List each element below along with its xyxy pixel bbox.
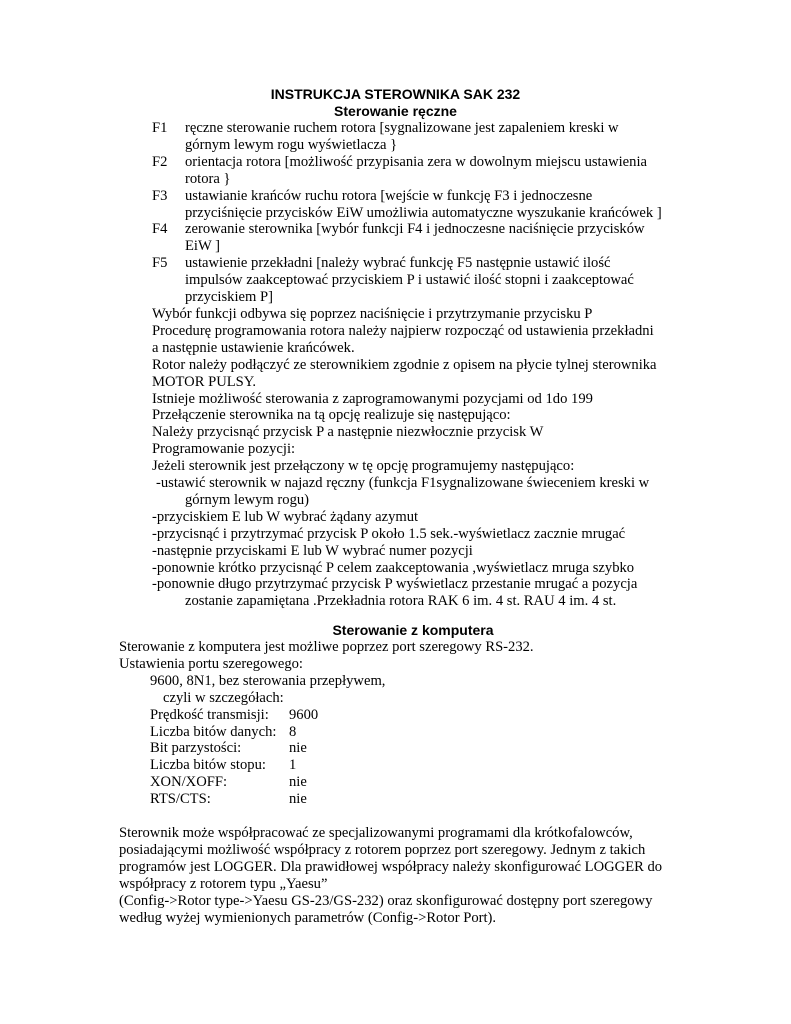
manual-paragraph-line: Istnieje możliwość sterowania z zaprogramowanymi pozycjami od 1do 199 [152,390,593,407]
function-description: orientacja rotora [możliwość przypisania zera w dowolnym miejscu ustawienia [185,153,647,170]
function-description: EiW ] [185,238,220,255]
port-setting-value: nie [289,791,307,808]
closing-line: (Config->Rotor type->Yaesu GS-23/GS-232) oraz skonfigurować dostępny port szeregowy [119,892,653,909]
function-description: ręczne sterowanie ruchem rotora [sygnalizowane jest zapaleniem kreski w [185,120,619,136]
port-setting-value: 9600 [289,706,319,723]
manual-paragraph-line: Rotor należy podłączyć ze sterownikiem zgodnie z opisem na płycie tylnej sterownika [152,356,657,373]
port-setting-label: RTS/CTS: [150,791,211,808]
step-line: -ponownie długo przytrzymać przycisk P wyświetlacz przestanie mrugać a pozycja [152,576,638,593]
computer-section [119,639,719,808]
port-setting-label: XON/XOFF: [150,774,228,791]
manual-paragraph-line: Wybór funkcji odbywa się poprzez naciśnięcie i przytrzymanie przycisku P [152,305,593,322]
function-key: F3 [152,187,168,204]
function-description: zerowanie sterownika [wybór funkcji F4 i jednoczesne naciśnięcie przycisków [185,221,645,238]
port-setting-value: nie [289,774,307,791]
function-item-f2 [152,154,672,188]
port-setting-value: nie [289,740,307,757]
function-key: F2 [152,153,168,170]
step-line: -następnie przyciskami E lub W wybrać numer pozycji [152,542,473,559]
function-item-f4 [152,221,672,255]
closing-paragraph [119,825,719,926]
computer-intro: Sterowanie z komputera jest możliwe poprzez port szeregowy RS-232. [119,639,534,655]
port-setting-label: Liczba bitów stopu: [150,757,266,774]
function-description: rotora } [185,170,231,187]
port-setting-value: 8 [289,723,297,740]
document-title: INSTRUKCJA STEROWNIKA SAK 232 [270,86,521,102]
manual-paragraph-line: Przełączenie sterownika na tą opcję realizuje się następująco: [152,407,511,424]
step-line: -ponownie krótko przycisnąć P celem zaakceptowania ,wyświetlacz mruga szybko [152,559,635,576]
port-setting-label: Liczba bitów danych: [150,723,277,740]
function-item-f3 [152,188,672,222]
closing-line: współpracy z rotorem typu „Yaesu” [119,875,328,892]
manual-paragraph-line: Programowanie pozycji: [152,441,296,458]
manual-paragraph-line: Jeżeli sterownik jest przełączony w tę opcję programujemy następująco: [152,458,575,475]
manual-paragraph-line: MOTOR PULSY. [152,373,257,390]
port-setting-row [119,791,719,808]
step-line: -ustawić sterownik w najazd ręczny (funkcja F1sygnalizowane świeceniem kreski w [156,475,650,492]
closing-line: programów jest LOGGER. Dla prawidłowej współpracy należy skonfigurować LOGGER do [119,858,663,875]
port-settings-title: Ustawienia portu szeregowego: [119,655,303,672]
port-setting-label: Prędkość transmisji: [150,706,269,723]
closing-line: według wyżej wymienionych parametrów (Config->Rotor Port). [119,909,497,926]
step-line: -przyciskiem E lub W wybrać żądany azymut [152,508,419,525]
section-heading-computer: Sterowanie z komputera [332,622,494,638]
function-description: przyciskiem P] [185,289,273,306]
port-summary: 9600, 8N1, bez sterowania przepływem, [150,672,386,689]
port-setting-row [119,740,719,757]
function-item-f5 [152,255,672,306]
closing-line: Sterownik może współpracować ze specjalizowanymi programami dla krótkofalowców, [119,825,633,841]
step-line: górnym lewym rogu) [185,491,310,508]
port-setting-label: Bit parzystości: [150,740,242,757]
manual-paragraph-line: Procedurę programowania rotora należy najpierw rozpocząć od ustawienia przekładni [152,322,654,339]
function-key: F1 [152,120,168,136]
section-heading-manual: Sterowanie ręczne [334,103,457,119]
function-key: F4 [152,221,168,238]
port-setting-row [119,724,719,741]
manual-paragraph-line: Należy przycisnąć przycisk P a następnie niezwłocznie przycisk W [152,424,544,441]
function-description: ustawienie przekładni [należy wybrać funkcję F5 następnie ustawić ilość [185,255,611,272]
function-key: F5 [152,255,168,272]
function-description: górnym lewym rogu wyświetlacza } [185,136,398,153]
function-description: przyciśnięcie przycisków EiW umożliwia automatyczne wyszukanie krańcówek ] [185,204,662,221]
closing-line: posiadającymi możliwość współpracy z rotorem poprzez port szeregowy. Jednym z takich [119,841,646,858]
manual-paragraph-line: a następnie ustawienie krańcówek. [152,339,355,356]
port-setting-value: 1 [289,757,297,774]
manual-section [152,120,672,610]
port-setting-row [119,774,719,791]
function-description: impulsów zaakceptować przyciskiem P i ustawić ilość stopni i zaakceptować [185,272,634,289]
port-detail: czyli w szczegółach: [163,689,284,706]
port-setting-row [119,707,719,724]
port-setting-row [119,757,719,774]
function-description: ustawianie krańców ruchu rotora [wejście w funkcję F3 i jednoczesne [185,187,593,204]
function-item-f1 [152,120,672,154]
step-line: -przycisnąć i przytrzymać przycisk P około 1.5 sek.-wyświetlacz zacznie mrugać [152,525,626,542]
step-line: zostanie zapamiętana .Przekładnia rotora RAK 6 im. 4 st. RAU 4 im. 4 st. [185,593,617,610]
